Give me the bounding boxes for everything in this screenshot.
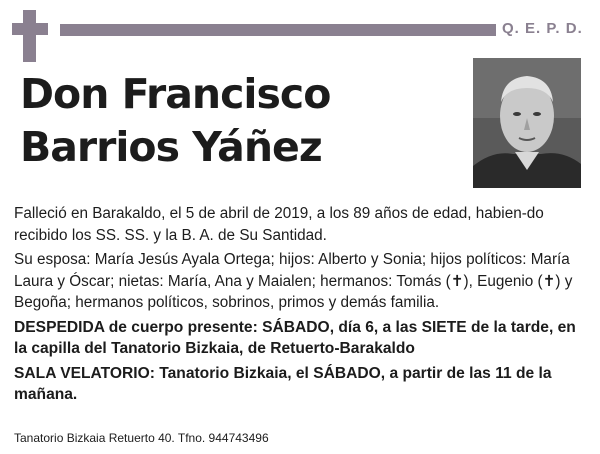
cross-icon [12, 10, 48, 62]
death-notice: Falleció en Barakaldo, el 5 de abril de 2019, a los 89 años de edad, habien-do recibido los SS. SS. y la B. A. de Su Santidad. [14, 205, 544, 244]
funeral-home-contact: Tanatorio Bizkaia Retuerto 40. Tfno. 944743496 [14, 431, 269, 445]
header-rule [60, 24, 496, 36]
obituary-body [14, 203, 586, 409]
deceased-name [20, 68, 450, 174]
wake-announcement: SALA VELATORIO: Tanatorio Bizkaia, el SÁBADO, a partir de las 11 de la mañana. [14, 364, 552, 403]
family-list: Su esposa: María Jesús Ayala Ortega; hijos: Alberto y Sonia; hijos políticos: María Laura y Óscar; nietas: María, Ana y Maialen; hermanos: Tomás (✝), Eugenio (✝) y Begoña; hermanos políticos, sobrinos, primos y demás familia. [14, 251, 573, 311]
funeral-announcement: DESPEDIDA de cuerpo presente: SÁBADO, día 6, a las SIETE de la tarde, en la capilla del Tanatorio Bizkaia, de Retuerto-Barakaldo [14, 318, 576, 357]
name-line-1: Don Francisco [20, 70, 331, 118]
name-line-2: Barrios Yáñez [20, 123, 322, 171]
qepd-label: Q. E. P. D. [502, 20, 583, 37]
portrait-photo [473, 58, 581, 188]
